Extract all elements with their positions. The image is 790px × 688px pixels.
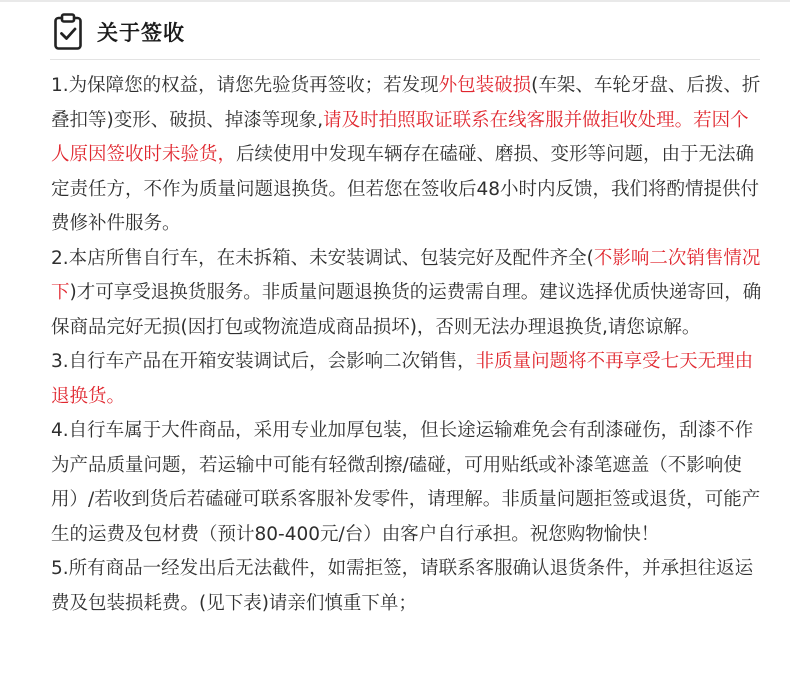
section-header	[53, 12, 185, 52]
top-border	[0, 0, 790, 2]
item-1-text-b: (车架、车轮牙盘、后拨、折叠扣等)变形、破损、掉漆等现象,	[51, 75, 761, 131]
item-1-text-a: 1.为保障您的权益，请您先验货再签收；若发现	[51, 75, 439, 96]
notice-item-3	[51, 345, 763, 414]
notice-item-5	[51, 552, 763, 621]
page-title: 关于签收	[97, 21, 185, 45]
notice-item-2	[51, 242, 763, 346]
item-2-text-b: )才可享受退换货服务。非质量问题退换货的运费需自理。建议选择优质快递寄回，确保商品完好无损(因打包或物流造成商品损坏)，否则无法办理退换货,请您谅解。	[51, 282, 762, 338]
item-5-text: 5.所有商品一经发出后无法截件，如需拒签，请联系客服确认退货条件，并承担往返运费及包装损耗费。(见下表)请亲们慎重下单；	[51, 558, 754, 614]
item-2-text-a: 2.本店所售自行车，在未拆箱、未安装调试、包装完好及配件齐全(	[51, 247, 594, 269]
clipboard-check-icon	[53, 13, 83, 51]
item-1-highlight-b: 请及时拍照取证联系在线客服并做拒收处理。若因个人原因签收时未验货，	[51, 109, 749, 165]
notice-item-4	[51, 414, 763, 552]
item-3-text: 3.自行车产品在开箱安装调试后，会影响二次销售，	[51, 351, 476, 372]
item-1-highlight-a: 外包装破损	[438, 75, 532, 96]
item-3-highlight: 非质量问题将不再享受七天无理由退换货。	[51, 351, 754, 407]
header-divider	[50, 59, 760, 60]
item-4-text: 4.自行车属于大件商品，采用专业加厚包装，但长途运输难免会有刮漆碰伤，刮漆不作为产品质量问题，若运输中可能有轻微刮擦/磕碰，可用贴纸或补漆笔遮盖（不影响使用）/若收到货后若磕碰可联系客服补发零件，请理解。非质量问题拒签或退货，可能产生的运费及包材费（预计80-400元/台）由客户自行承担。祝您购物愉快！	[51, 420, 761, 545]
item-1-text-c: 后续使用中发现车辆存在磕碰、磨损、变形等问题，由于无法确定责任方，不作为质量问题退换货。但若您在签收后48小时内反馈，我们将酌情提供付费修补件服务。	[51, 144, 760, 234]
notice-item-1	[51, 69, 763, 242]
item-2-highlight: 不影响二次销售情况下	[51, 247, 761, 303]
notice-content	[51, 69, 763, 621]
